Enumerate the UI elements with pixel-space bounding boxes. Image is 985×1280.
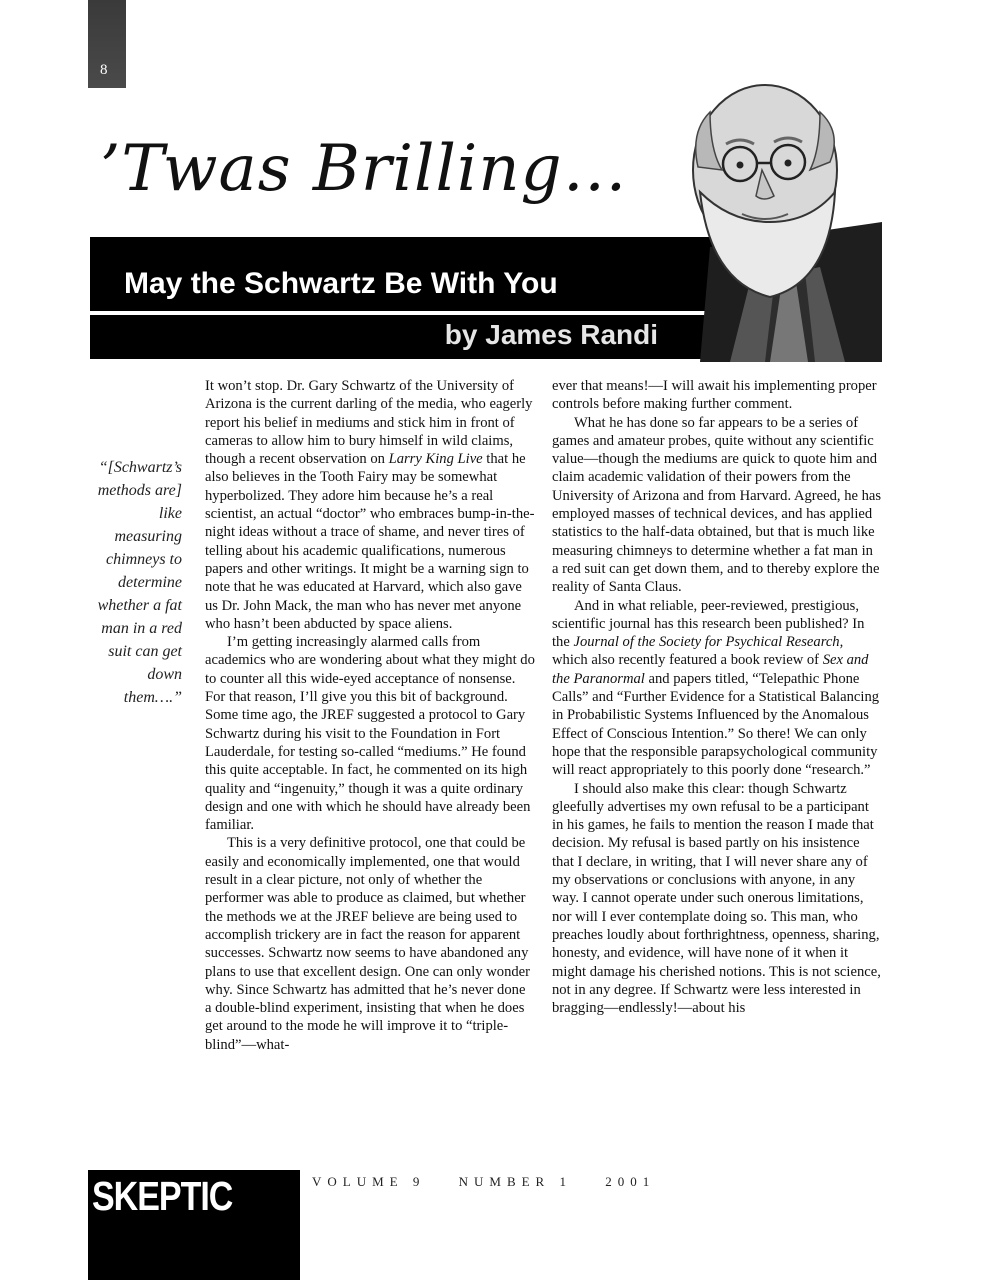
number: NUMBER 1 xyxy=(458,1174,572,1189)
journal-title: Journal of the Society for Psychical Research, xyxy=(573,634,844,651)
page-number: 8 xyxy=(100,62,108,78)
article-column-1 xyxy=(205,377,535,1054)
author-portrait xyxy=(670,72,882,362)
text-run: And in what reliable, peer-reviewed, prestigious, scientific journal has this research been published? In the xyxy=(552,597,865,651)
text-run: and papers titled, “Telepathic Phone Calls” and “Further Evidence for a Statistical Balancing in Probabilistic Systems Influenced by the Anomalous Effect of Conscious Intention.” So there! We can only hope that the responsible parapsychological community will react appropriately to this poorly done “research.” xyxy=(552,670,880,779)
paragraph: This is a very definitive protocol, one that could be easily and economically implemented, one that would result in a clear picture, not only of whether the performer was able to produce as claimed, but whether the methods we at the JREF believe are being used to accomplish trickery are in fact the reason for apparent successes. Schwartz now seems to have abandoned any plans to use that excellent design. One can only wonder why. Since Schwartz has admitted that he’s never done a double-blind experiment, insisting that when he does get around to the mode he will improve it to “triple-blind”—what- xyxy=(205,835,531,1053)
skeptic-logo xyxy=(88,1170,300,1280)
paragraph xyxy=(205,377,535,633)
volume: VOLUME 9 xyxy=(312,1174,426,1189)
article-column-2 xyxy=(552,377,882,1017)
year: 2001 xyxy=(605,1174,656,1189)
logo-text: SKEPTIC xyxy=(92,1174,233,1220)
paragraph: I should also make this clear: though Schwartz gleefully advertises my own refusal to be a participant in his games, he fails to mention the reason I made that decision. My refusal is based partly on his insistence that I declare, in writing, that I will never share any of my observations or conclusions with anyone, in any way. I cannot operate under such onerous limitations, nor will I ever contemplate doing so. This man, who preaches loudly about forthrightness, openness, sharing, honesty, and evidence, will have none of it when it might damage his cherished notions. This is not science, not in any degree. If Schwartz were less interested in bragging—endlessly!—about his xyxy=(552,780,881,1017)
text-run: that he also believes in the Tooth Fairy may be somewhat hyperbolized. They adore him because he’s a real scientist, an actual “doctor” who embraces bump-in-the-night ideas without a trace of shame, and never tires of telling about his academic qualifications, numerous papers and other writings. It might be a warning sign to note that he was educated at Harvard, which also gave us Dr. John Mack, the man who has never met anyone who hasn’t been abducted by space aliens. xyxy=(205,451,535,632)
paragraph: ever that means!—I will await his implementing proper controls before making further comment. xyxy=(552,378,877,413)
show-title: Larry King Live xyxy=(388,451,483,468)
issue-info xyxy=(312,1174,679,1190)
text-run: which also recently featured a book review of xyxy=(552,652,823,669)
paragraph xyxy=(552,597,882,780)
text-run: It won’t stop. Dr. Gary Schwartz of the University of Arizona is the current darling of the media, who eagerly report his belief in mediums and stick him in front of cameras to allow him to bury himself in wild claims, though a recent observation on xyxy=(205,378,533,468)
byline: by James Randi xyxy=(444,319,658,350)
page-number-tab xyxy=(88,0,126,88)
paragraph: What he has done so far appears to be a series of games and amateur probes, quite without any scientific value—though the mediums are quick to quote him and claim academic validation of their powers from the University of Arizona and from Harvard. Agreed, he has employed masses of technical devices, and has applied statistics to the half-data obtained, but that is much like measuring chimneys to determine whether a fat man in a red suit can get down them, and to thereby explore the reality of Santa Claus. xyxy=(552,414,882,596)
article-title: May the Schwartz Be With You xyxy=(124,267,558,300)
paragraph: I’m getting increasingly alarmed calls from academics who are wondering about what they might do to counter all this wide-eyed acceptance of nonsense. For that reason, I’ll give you this bit of background. Some time ago, the JREF suggested a protocol to Gary Schwartz during his visit to the Foundation in Fort Lauderdale, for testing so-called “mediums.” He found this quite acceptable. In fact, he commented on its high quality and “ingenuity,” though it was a quite ordinary design and one with which he should have already been familiar. xyxy=(205,634,535,834)
pull-quote: “[Schwartz’s methods are] like measuring chimneys to determine whether a fat man in a red suit can get down them….” xyxy=(97,459,182,706)
column-title: ’Twas Brilling… xyxy=(100,132,628,206)
book-title: Sex and the Paranormal xyxy=(552,652,869,687)
